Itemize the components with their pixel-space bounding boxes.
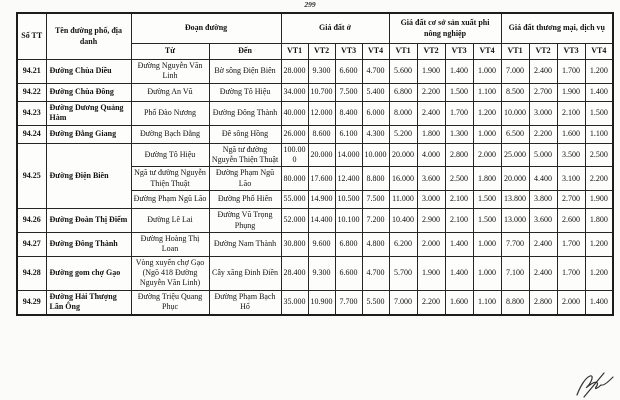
cell-price-10: 2.700	[529, 83, 557, 101]
cell-street-name: Đường Điện Biên	[46, 143, 131, 209]
cell-price-1: 28.000	[281, 60, 308, 84]
cell-price-12: 1.200	[585, 256, 613, 290]
cell-price-10: 4.400	[529, 167, 557, 191]
cell-to: Đường Nam Thành	[209, 232, 281, 256]
cell-price-1: 26.000	[281, 125, 308, 143]
cell-price-9: 8.500	[501, 83, 529, 101]
cell-to: Đê sông Hồng	[209, 125, 281, 143]
cell-price-5: 6.200	[389, 232, 417, 256]
cell-to: Đường Tô Hiệu	[209, 83, 281, 101]
cell-price-9: 13.000	[501, 209, 529, 233]
cell-price-5: 5.600	[389, 60, 417, 84]
cell-price-10: 2.400	[529, 60, 557, 84]
cell-price-1: 40.000	[281, 101, 308, 125]
header-group-residential: Giá đất ở	[281, 13, 389, 44]
cell-price-12: 2.200	[585, 167, 613, 191]
header-to: Đến	[209, 44, 281, 60]
cell-price-10: 3.600	[529, 209, 557, 233]
cell-price-3: 7.700	[335, 290, 362, 314]
cell-price-6: 1.900	[417, 256, 445, 290]
cell-price-6: 1.800	[417, 125, 445, 143]
cell-from: Đường Phạm Ngũ Lão	[131, 191, 209, 209]
cell-to: Đường Vũ Trọng Phụng	[209, 209, 281, 233]
cell-price-9: 7.100	[501, 256, 529, 290]
cell-price-12: 1.100	[585, 125, 613, 143]
cell-price-8: 1.000	[473, 232, 501, 256]
cell-price-5: 16.000	[389, 167, 417, 191]
cell-street-name: Đường Đằng Giang	[46, 125, 131, 143]
cell-price-9: 20.000	[501, 167, 529, 191]
cell-price-4: 8.800	[362, 167, 389, 191]
cell-price-6: 1.900	[417, 60, 445, 84]
cell-from: Phố Đào Nương	[131, 101, 209, 125]
table-row	[17, 256, 613, 290]
cell-price-3: 6.600	[335, 256, 362, 290]
cell-stt: 94.27	[17, 232, 46, 256]
cell-from: Đường Lê Lai	[131, 209, 209, 233]
cell-price-11: 2.700	[557, 191, 585, 209]
cell-price-11: 2.600	[557, 209, 585, 233]
cell-price-12: 2.500	[585, 143, 613, 167]
header-stt: Số TT	[17, 13, 46, 60]
cell-price-4: 10.000	[362, 143, 389, 167]
cell-to: Đường Phạm Bạch Hổ	[209, 290, 281, 314]
cell-price-11: 1.600	[557, 125, 585, 143]
header-vt2-residential: VT2	[308, 44, 335, 60]
cell-price-8: 1.100	[473, 290, 501, 314]
cell-price-5: 8.000	[389, 101, 417, 125]
cell-price-8: 2.000	[473, 143, 501, 167]
cell-stt: 94.25	[17, 143, 46, 209]
cell-price-10: 3.800	[529, 191, 557, 209]
cell-price-10: 2.200	[529, 125, 557, 143]
cell-price-6: 3.600	[417, 167, 445, 191]
cell-price-1: 34.000	[281, 83, 308, 101]
cell-price-11: 1.700	[557, 60, 585, 84]
cell-price-10: 2.400	[529, 232, 557, 256]
cell-price-4: 5.400	[362, 83, 389, 101]
cell-price-3: 8.400	[335, 101, 362, 125]
header-from: Từ	[131, 44, 209, 60]
cell-price-3: 6.100	[335, 125, 362, 143]
cell-price-2: 10.900	[308, 290, 335, 314]
cell-stt: 94.26	[17, 209, 46, 233]
cell-price-5: 20.000	[389, 143, 417, 167]
cell-from: Đường Bạch Đằng	[131, 125, 209, 143]
cell-price-3: 10.500	[335, 191, 362, 209]
cell-from: Đường An Vũ	[131, 83, 209, 101]
cell-price-5: 5.200	[389, 125, 417, 143]
cell-price-5: 5.700	[389, 256, 417, 290]
cell-price-9: 6.500	[501, 125, 529, 143]
cell-price-4: 4.700	[362, 60, 389, 84]
header-vt1-production: VT1	[389, 44, 417, 60]
cell-street-name: Đường Dương Quảng Hàm	[46, 101, 131, 125]
cell-to: Đường Đông Thành	[209, 101, 281, 125]
cell-price-4: 6.000	[362, 101, 389, 125]
cell-price-4: 5.500	[362, 290, 389, 314]
cell-price-7: 1.700	[445, 101, 473, 125]
cell-price-12: 1.200	[585, 232, 613, 256]
cell-price-8: 1.000	[473, 60, 501, 84]
table-row	[17, 209, 613, 233]
header-vt4-commercial: VT4	[585, 44, 613, 60]
cell-price-7: 2.800	[445, 143, 473, 167]
cell-price-11: 2.000	[557, 290, 585, 314]
cell-price-2: 20.000	[308, 143, 335, 167]
cell-to: Ngã tư đường Nguyễn Thiện Thuật	[209, 143, 281, 167]
cell-price-8: 1.000	[473, 125, 501, 143]
table-row	[17, 290, 613, 314]
cell-price-12: 1.800	[585, 209, 613, 233]
cell-price-11: 3.100	[557, 167, 585, 191]
header-vt3-production: VT3	[445, 44, 473, 60]
cell-price-9: 10.000	[501, 101, 529, 125]
table-row	[17, 125, 613, 143]
header-group-commercial: Giá đất thương mại, dịch vụ	[501, 13, 613, 44]
cell-price-9: 7.000	[501, 60, 529, 84]
cell-price-12: 1.400	[585, 83, 613, 101]
header-vt1-residential: VT1	[281, 44, 308, 60]
cell-price-3: 7.500	[335, 83, 362, 101]
cell-price-6: 2.900	[417, 209, 445, 233]
header-row-main	[17, 13, 613, 44]
cell-price-2: 14.400	[308, 209, 335, 233]
cell-price-1: 52.000	[281, 209, 308, 233]
cell-street-name: Đường Chùa Đông	[46, 83, 131, 101]
cell-stt: 94.29	[17, 290, 46, 314]
cell-price-10: 5.000	[529, 143, 557, 167]
cell-price-10: 3.000	[529, 101, 557, 125]
cell-stt: 94.21	[17, 60, 46, 84]
header-segment: Đoạn đường	[131, 13, 281, 44]
table-row	[17, 232, 613, 256]
land-price-table	[16, 12, 614, 316]
cell-price-1: 55.000	[281, 191, 308, 209]
cell-to: Bờ sông Điện Biên	[209, 60, 281, 84]
cell-price-7: 1.400	[445, 256, 473, 290]
cell-price-10: 2.400	[529, 256, 557, 290]
cell-price-2: 9.300	[308, 256, 335, 290]
cell-price-5: 11.000	[389, 191, 417, 209]
cell-price-6: 2.200	[417, 83, 445, 101]
cell-price-10: 2.800	[529, 290, 557, 314]
cell-price-7: 1.400	[445, 232, 473, 256]
cell-price-9: 7.700	[501, 232, 529, 256]
cell-street-name: Đường gom chợ Gạo	[46, 256, 131, 290]
cell-to: Cây xăng Đinh Điền	[209, 256, 281, 290]
cell-price-2: 14.900	[308, 191, 335, 209]
table-row	[17, 60, 613, 84]
cell-price-7: 1.500	[445, 83, 473, 101]
cell-price-7: 2.100	[445, 209, 473, 233]
cell-price-2: 17.600	[308, 167, 335, 191]
cell-price-4: 4.700	[362, 256, 389, 290]
cell-from: Đường Triệu Quang Phục	[131, 290, 209, 314]
header-vt2-commercial: VT2	[529, 44, 557, 60]
cell-price-6: 3.000	[417, 191, 445, 209]
cell-price-8: 1.100	[473, 83, 501, 101]
cell-price-8: 1.500	[473, 191, 501, 209]
cell-price-7: 1.300	[445, 125, 473, 143]
cell-price-2: 9.600	[308, 232, 335, 256]
cell-from: Đường Tô Hiệu	[131, 143, 209, 167]
header-vt3-residential: VT3	[335, 44, 362, 60]
cell-street-name: Đường Đông Thành	[46, 232, 131, 256]
cell-price-3: 10.100	[335, 209, 362, 233]
cell-price-4: 4.800	[362, 232, 389, 256]
header-vt4-residential: VT4	[362, 44, 389, 60]
cell-street-name: Đường Hải Thượng Lãn Ông	[46, 290, 131, 314]
cell-street-name: Đường Đoàn Thị Điểm	[46, 209, 131, 233]
cell-price-5: 7.000	[389, 290, 417, 314]
cell-price-8: 1.800	[473, 167, 501, 191]
cell-from: Đường Hoàng Thị Loan	[131, 232, 209, 256]
header-street-name: Tên đường phố, địa danh	[46, 13, 131, 60]
cell-price-7: 2.500	[445, 167, 473, 191]
cell-price-4: 7.200	[362, 209, 389, 233]
cell-price-12: 1.500	[585, 101, 613, 125]
header-vt1-commercial: VT1	[501, 44, 529, 60]
cell-price-1: 100.000	[281, 143, 308, 167]
table-body	[17, 60, 613, 315]
cell-price-6: 2.400	[417, 101, 445, 125]
cell-price-6: 2.200	[417, 290, 445, 314]
cell-price-9: 25.000	[501, 143, 529, 167]
cell-price-12: 1.900	[585, 191, 613, 209]
header-group-production: Giá đất cơ sở sản xuất phi nông nghiệp	[389, 13, 501, 44]
cell-price-4: 7.500	[362, 191, 389, 209]
cell-price-6: 2.000	[417, 232, 445, 256]
cell-street-name: Đường Chùa Diều	[46, 60, 131, 84]
cell-price-2: 9.300	[308, 60, 335, 84]
cell-stt: 94.23	[17, 101, 46, 125]
cell-price-5: 10.400	[389, 209, 417, 233]
table-row	[17, 143, 613, 167]
cell-price-3: 6.800	[335, 232, 362, 256]
cell-price-12: 1.200	[585, 60, 613, 84]
cell-price-2: 10.700	[308, 83, 335, 101]
cell-price-5: 6.800	[389, 83, 417, 101]
cell-price-1: 30.800	[281, 232, 308, 256]
header-vt2-production: VT2	[417, 44, 445, 60]
cell-price-11: 1.900	[557, 83, 585, 101]
cell-price-2: 12.000	[308, 101, 335, 125]
cell-from: Vòng xuyến chợ Gạo (Ngõ 418 Đường Nguyễn Văn Linh)	[131, 256, 209, 290]
cell-price-1: 35.000	[281, 290, 308, 314]
cell-price-6: 4.000	[417, 143, 445, 167]
cell-price-11: 3.500	[557, 143, 585, 167]
cell-from: Ngã tư đường Nguyễn Thiện Thuật	[131, 167, 209, 191]
cell-price-8: 1.200	[473, 101, 501, 125]
cell-stt: 94.28	[17, 256, 46, 290]
cell-to: Đường Phạm Ngũ Lão	[209, 167, 281, 191]
signature-scribble	[570, 372, 618, 399]
cell-price-7: 1.600	[445, 290, 473, 314]
cell-stt: 94.24	[17, 125, 46, 143]
page-number: 299	[304, 0, 316, 9]
cell-price-7: 1.400	[445, 60, 473, 84]
header-vt4-production: VT4	[473, 44, 501, 60]
cell-price-9: 13.800	[501, 191, 529, 209]
cell-price-3: 12.400	[335, 167, 362, 191]
cell-price-8: 1.500	[473, 209, 501, 233]
cell-to: Đường Phố Hiến	[209, 191, 281, 209]
cell-price-12: 1.400	[585, 290, 613, 314]
cell-price-11: 1.700	[557, 232, 585, 256]
cell-price-8: 1.000	[473, 256, 501, 290]
cell-price-2: 8.600	[308, 125, 335, 143]
header-vt3-commercial: VT3	[557, 44, 585, 60]
cell-price-4: 4.300	[362, 125, 389, 143]
cell-price-3: 6.600	[335, 60, 362, 84]
cell-stt: 94.22	[17, 83, 46, 101]
cell-price-7: 2.100	[445, 191, 473, 209]
cell-from: Đường Nguyễn Văn Linh	[131, 60, 209, 84]
table-row	[17, 101, 613, 125]
cell-price-11: 2.100	[557, 101, 585, 125]
table-row	[17, 83, 613, 101]
cell-price-9: 8.800	[501, 290, 529, 314]
cell-price-1: 80.000	[281, 167, 308, 191]
cell-price-3: 14.000	[335, 143, 362, 167]
cell-price-1: 28.400	[281, 256, 308, 290]
cell-price-11: 1.700	[557, 256, 585, 290]
